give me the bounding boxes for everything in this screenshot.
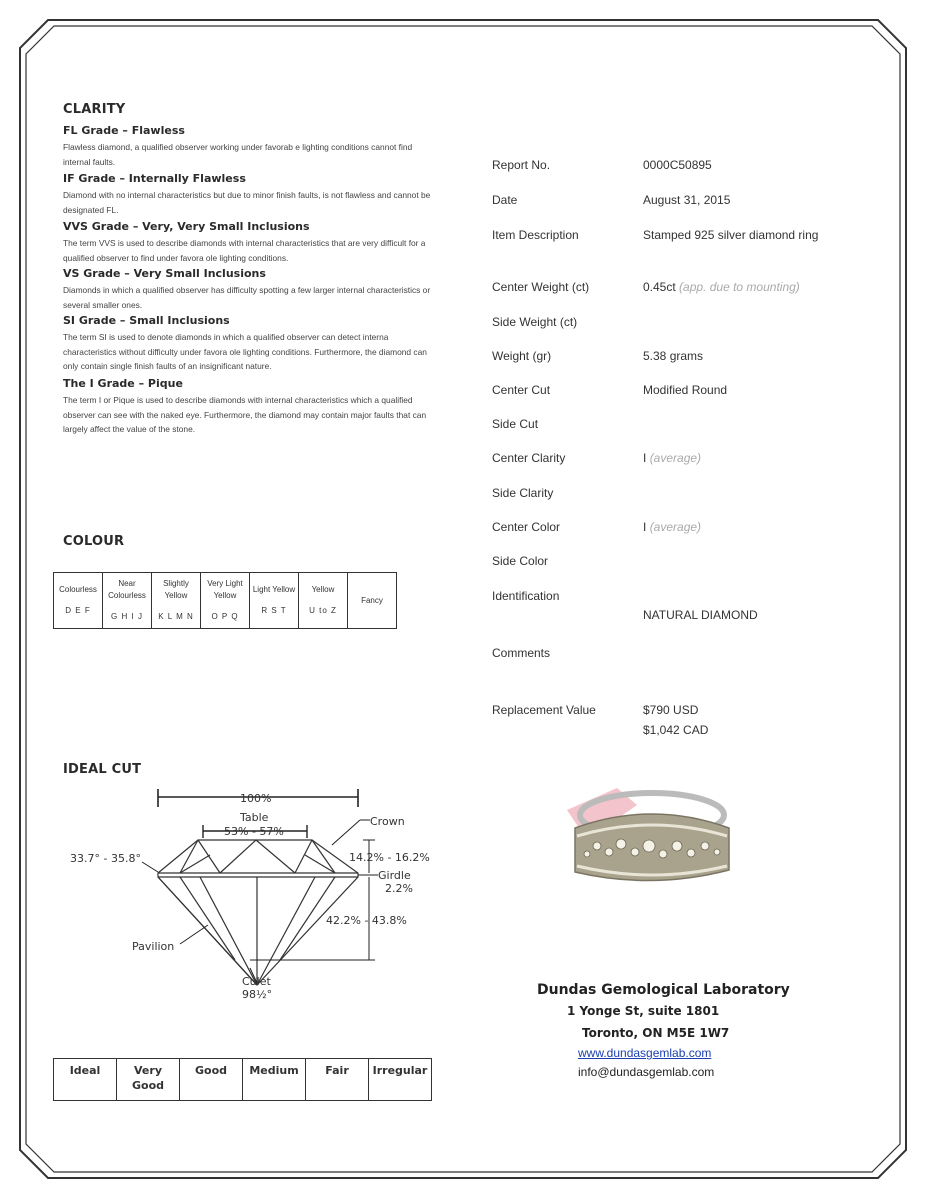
cut-grade-very-good: Very Good (117, 1059, 180, 1101)
grade-heading: IF Grade – Internally Flawless (63, 172, 246, 185)
clarity-grade-vvs (63, 220, 443, 267)
grade-description: The term I or Pique is used to describe diamonds with internal characteristics which a qualified observer can see with the naked eye. Furthermore, the diamond may contain major faults that can largely affect the value of the stone. (63, 395, 427, 434)
colour-code: D E F (65, 606, 91, 615)
pavilion-depth: 42.2% - 43.8% (326, 914, 407, 927)
crown-height: 14.2% - 16.2% (349, 851, 430, 864)
colour-cell-slightly-yellow (152, 573, 201, 629)
colour-code: K L M N (158, 612, 194, 621)
center-color-label: Center Color (492, 520, 561, 534)
center-color-grade: I (643, 520, 647, 534)
culet-value: 98½° (242, 988, 273, 1001)
cut-grade-medium: Medium (243, 1059, 306, 1101)
ideal-cut-diagram (60, 780, 450, 1010)
table-label: Table (240, 811, 269, 824)
width-label: 100% (240, 792, 272, 805)
center-color-value (643, 520, 701, 534)
side-cut-label: Side Cut (492, 417, 539, 431)
grade-description: Flawless diamond, a qualified observer working under favorab e lighting conditions cannot find internal faults. (63, 142, 413, 167)
date-label: Date (492, 193, 518, 207)
cut-grade-ideal: Ideal (54, 1059, 117, 1101)
replacement-value-label: Replacement Value (492, 703, 596, 717)
report-number-label: Report No. (492, 158, 551, 172)
crown-label: Crown (370, 815, 405, 828)
side-weight-label: Side Weight (ct) (492, 315, 578, 329)
diamond-outline (158, 840, 358, 985)
colour-label: Yellow (311, 585, 335, 594)
culet-label: Culet (242, 975, 271, 988)
colour-cell-yellow (299, 573, 348, 629)
weight-gr-label: Weight (gr) (492, 349, 552, 363)
colour-code: O P Q (211, 612, 239, 621)
grade-description: Diamonds in which a qualified observer has difficulty spotting a few larger internal characteristics or several smaller ones. (63, 285, 431, 310)
colour-cell-very-light-yellow (201, 573, 250, 629)
colour-scale-table (53, 572, 397, 629)
pavilion-label: Pavilion (132, 940, 175, 953)
colour-label: Slightly Yellow (163, 579, 189, 600)
cut-grade-fair: Fair (306, 1059, 369, 1101)
item-description-label: Item Description (492, 228, 579, 242)
colour-title: COLOUR (63, 534, 125, 549)
girdle-label: Girdle (378, 869, 411, 882)
date-value: August 31, 2015 (643, 193, 731, 207)
cut-grade-good: Good (180, 1059, 243, 1101)
colour-cell-colourless (54, 573, 103, 629)
lab-website-link[interactable]: www.dundasgemlab.com (578, 1046, 712, 1060)
grade-heading: SI Grade – Small Inclusions (63, 314, 230, 327)
cut-grade-irregular: Irregular (369, 1059, 432, 1101)
ring-photo (557, 780, 737, 892)
grade-heading: VS Grade – Very Small Inclusions (63, 267, 266, 280)
comments-label: Comments (492, 646, 551, 660)
clarity-grades (63, 124, 443, 437)
center-weight-label: Center Weight (ct) (492, 280, 590, 294)
center-weight-amount: 0.45ct (643, 280, 676, 294)
colour-code: G H I J (111, 612, 143, 621)
item-description-value: Stamped 925 silver diamond ring (643, 228, 819, 242)
center-color-note: (average) (649, 520, 702, 534)
colour-label: Colourless (59, 585, 97, 594)
clarity-grade-i (63, 377, 443, 437)
cut-grade-table (53, 1058, 432, 1101)
lab-name: Dundas Gemological Laboratory (537, 982, 790, 998)
colour-cell-fancy (348, 573, 397, 629)
colour-label: Light Yellow (252, 585, 296, 594)
colour-code: R S T (261, 606, 287, 615)
clarity-grade-if (63, 172, 443, 220)
side-color-label: Side Color (492, 554, 549, 568)
weight-gr-value: 5.38 grams (643, 349, 704, 363)
lab-email[interactable]: info@dundasgemlab.com (578, 1065, 715, 1079)
grade-heading: FL Grade – Flawless (63, 124, 185, 137)
identification-label: Identification (492, 589, 560, 603)
clarity-grade-si (63, 314, 443, 377)
colour-label: Very Light Yellow (207, 579, 243, 600)
grade-heading: The I Grade – Pique (63, 377, 183, 390)
colour-label: Fancy (361, 595, 383, 605)
girdle-value: 2.2% (385, 882, 413, 895)
center-clarity-value (643, 451, 701, 465)
colour-label: Near Colourless (108, 579, 146, 600)
center-clarity-note: (average) (649, 451, 702, 465)
center-clarity-label: Center Clarity (492, 451, 566, 465)
side-clarity-label: Side Clarity (492, 486, 554, 500)
lab-address-line1: 1 Yonge St, suite 1801 (567, 1004, 720, 1018)
clarity-grade-vs (63, 267, 443, 314)
grade-description: The term VVS is used to describe diamonds with internal characteristics that are very difficult for a qualified observer to find under favora ole lighting conditions. (63, 238, 426, 263)
center-weight-note: (app. due to mounting) (679, 280, 800, 294)
colour-code: U to Z (309, 606, 337, 615)
crown-angle: 33.7° - 35.8° (70, 852, 141, 865)
clarity-grade-fl (63, 124, 443, 172)
colour-cell-near-colourless (103, 573, 152, 629)
center-weight-value (643, 280, 800, 294)
center-clarity-grade: I (643, 451, 647, 465)
clarity-title: CLARITY (63, 102, 126, 117)
replacement-value-usd: $790 USD (643, 703, 699, 717)
center-cut-value: Modified Round (643, 383, 728, 397)
replacement-value-cad: $1,042 CAD (643, 723, 709, 737)
grade-description: The term SI is used to denote diamonds in which a qualified observer can detect interna characteristics without difficulty under favora ole lighting conditions. Furthermore, the diamond can only contain single finish faults of an insignificant nature. (63, 332, 427, 371)
report-number-value: 0000C50895 (643, 158, 712, 172)
table-range: 53% - 57% (224, 825, 284, 838)
center-cut-label: Center Cut (492, 383, 551, 397)
grade-heading: VVS Grade – Very, Very Small Inclusions (63, 220, 310, 233)
identification-value: NATURAL DIAMOND (643, 608, 758, 622)
ideal-cut-title: IDEAL CUT (63, 762, 142, 777)
lab-address-line2: Toronto, ON M5E 1W7 (582, 1026, 730, 1040)
grade-description: Diamond with no internal characteristics but due to minor finish faults, is not flawless and cannot be designated FL. (63, 190, 431, 215)
colour-cell-light-yellow (250, 573, 299, 629)
